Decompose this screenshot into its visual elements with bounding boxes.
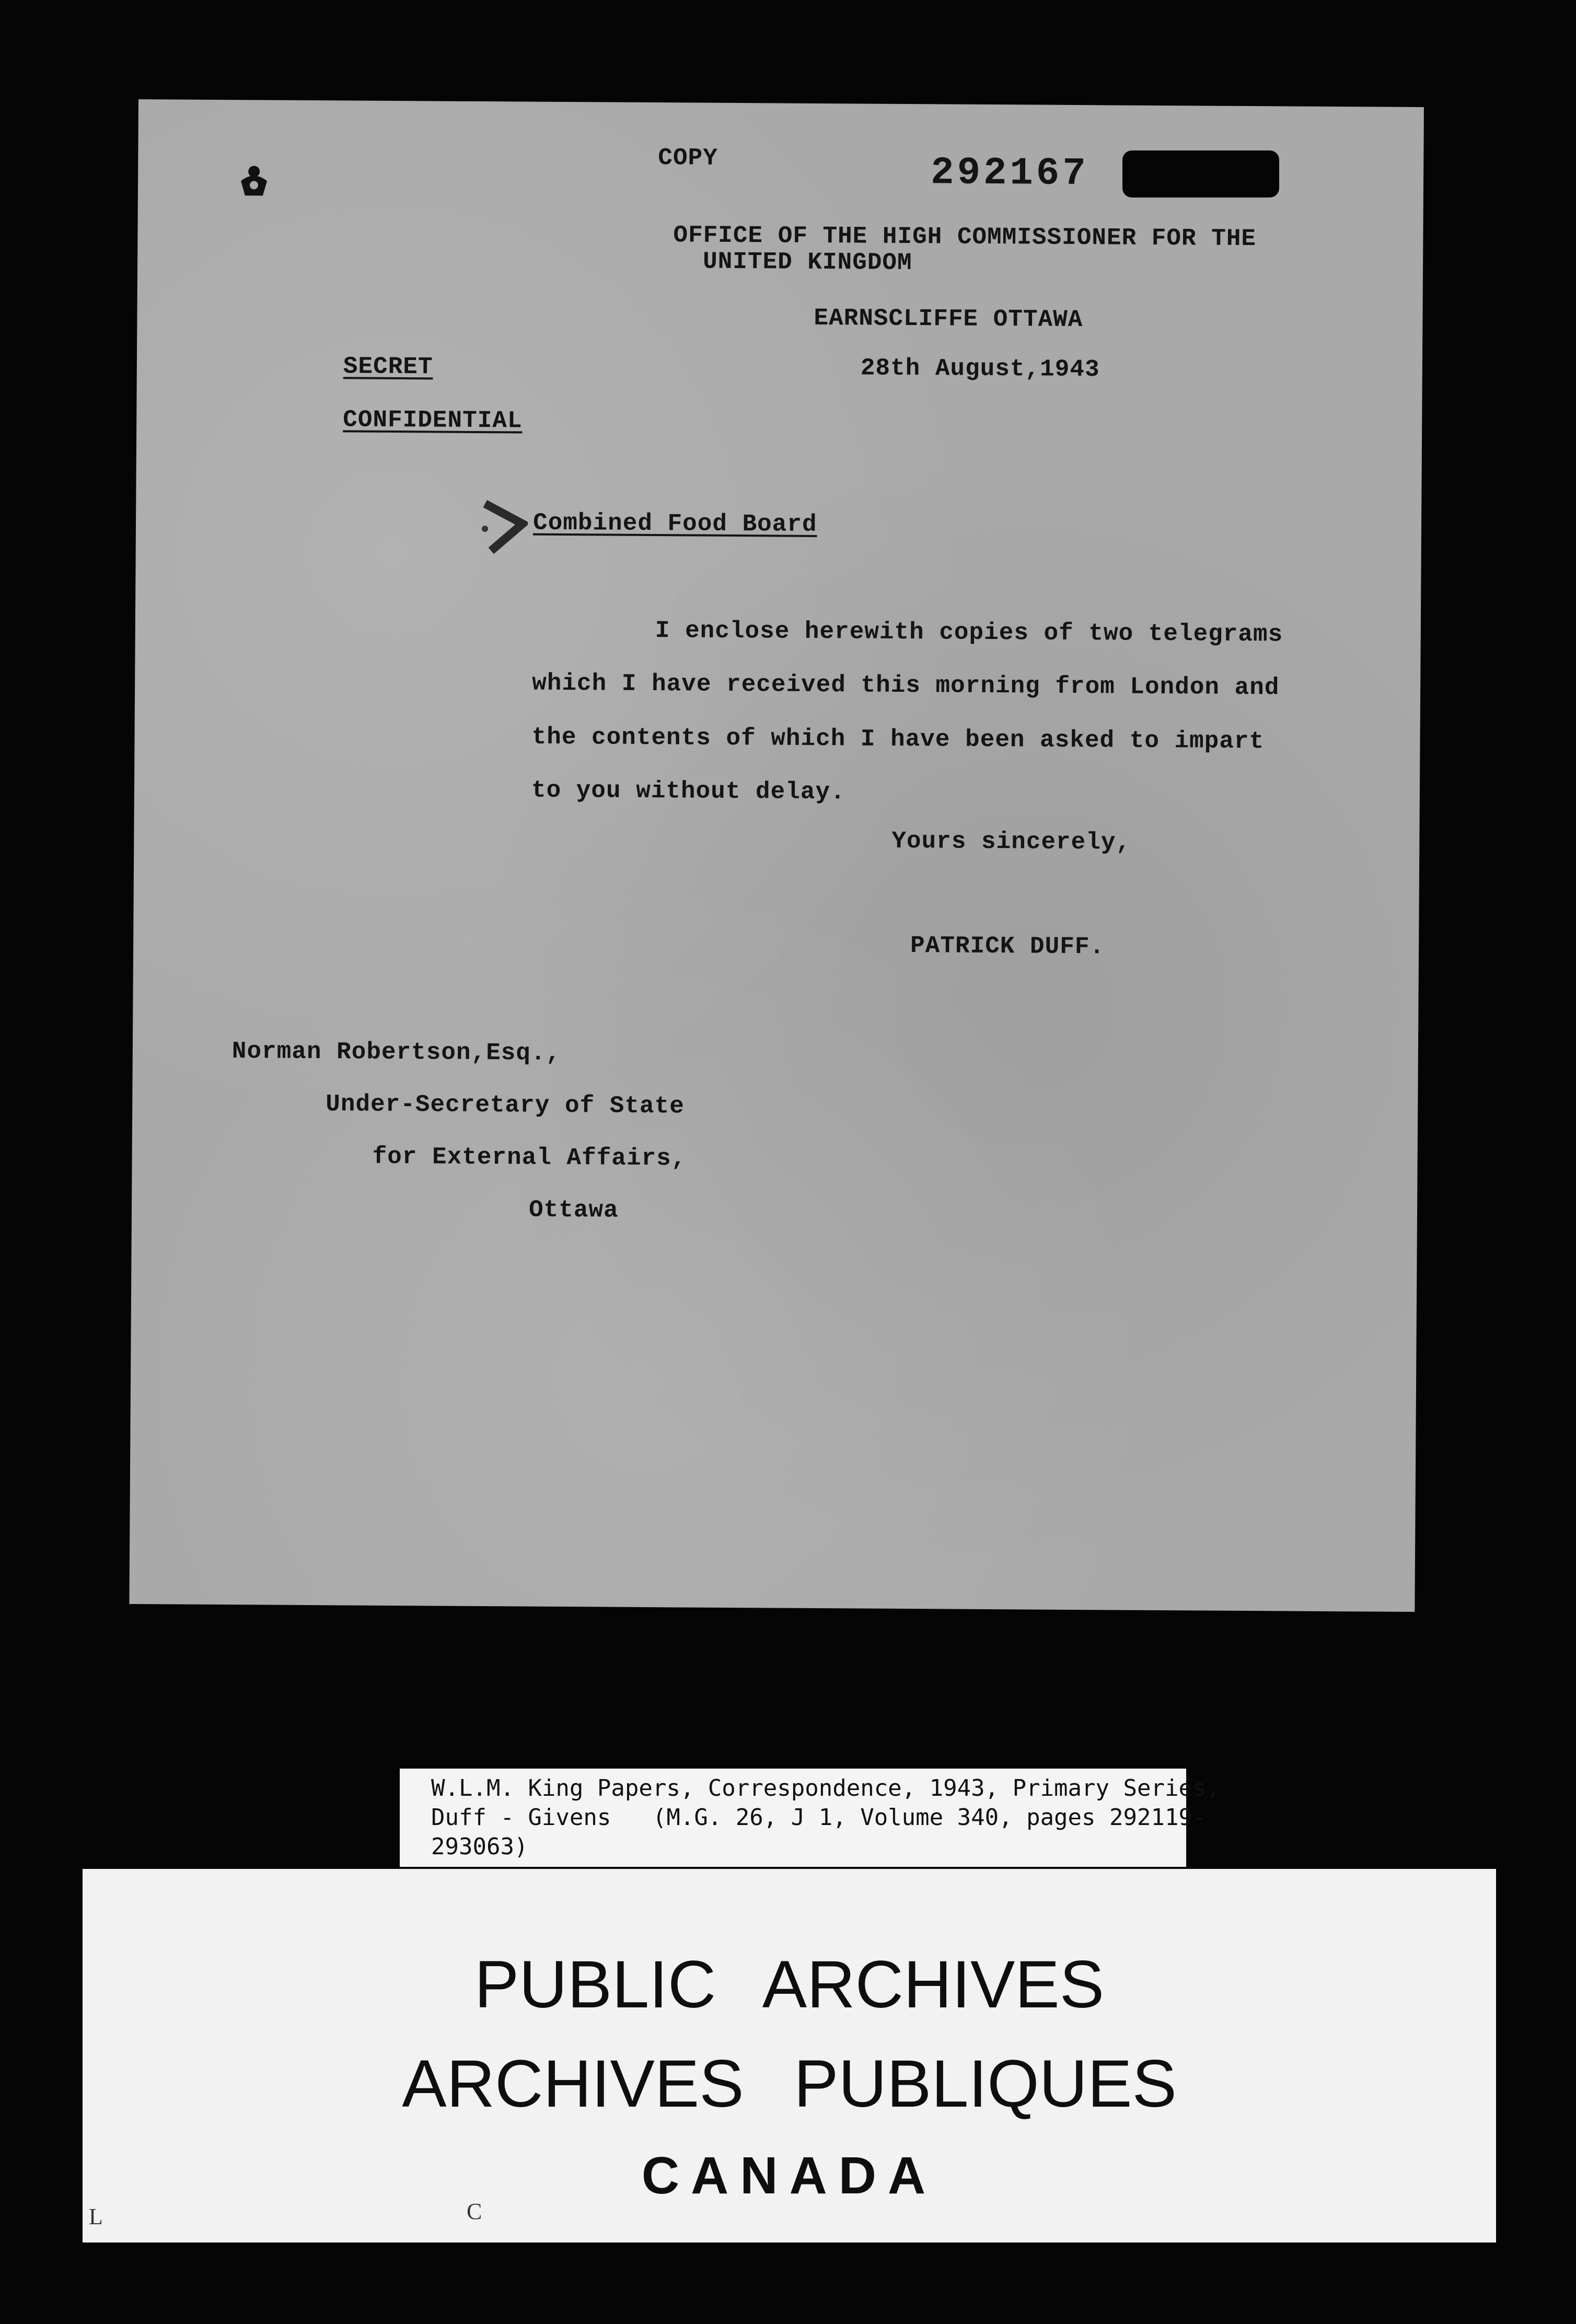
office-heading-line2: UNITED KINGDOM — [702, 248, 912, 277]
crest-icon — [236, 160, 272, 199]
signature-name: PATRICK DUFF. — [910, 932, 1105, 961]
closing-salutation: Yours sincerely, — [891, 827, 1131, 856]
subject-line: Combined Food Board — [532, 509, 817, 538]
classification-confidential: CONFIDENTIAL — [343, 406, 523, 435]
corner-mark-left: L — [89, 2204, 103, 2229]
body-line-1: I enclose herewith copies of two telegrams — [655, 617, 1283, 648]
body-line-3: the contents of which I have been asked to impart — [531, 723, 1265, 756]
classification-secret: SECRET — [343, 353, 433, 381]
body-line-4: to you without delay. — [531, 776, 845, 806]
margin-arrow-mark — [481, 498, 528, 556]
letter-date: 28th August,1943 — [860, 354, 1100, 384]
letter-location: EARNSCLIFFE OTTAWA — [814, 304, 1083, 334]
archive-title-french: ARCHIVES PUBLIQUES — [402, 2047, 1177, 2121]
document-number: 292167 — [930, 151, 1089, 196]
reference-slip — [400, 1769, 1220, 1867]
reference-line-2: Duff - Givens (M.G. 26, J 1, Volume 340, pages 292119- — [431, 1804, 1207, 1831]
archive-title-english: PUBLIC ARCHIVES — [474, 1947, 1105, 2022]
archive-country: CANADA — [641, 2146, 937, 2205]
reference-line-1: W.L.M. King Papers, Correspondence, 1943, Primary Series, — [431, 1775, 1220, 1802]
archive-card — [83, 1869, 1496, 2242]
corner-mark-mid: C — [467, 2199, 482, 2224]
copy-label: COPY — [658, 144, 718, 172]
redaction-block — [1122, 150, 1279, 197]
reference-line-3: 293063) — [431, 1833, 528, 1860]
addressee-title: Under-Secretary of State — [326, 1090, 685, 1120]
addressee-name: Norman Robertson,Esq., — [231, 1038, 561, 1067]
addressee-department: for External Affairs, — [372, 1143, 687, 1172]
letter-sheet — [129, 99, 1424, 1612]
body-line-2: which I have received this morning from London and — [532, 669, 1280, 702]
office-heading-line1: OFFICE OF THE HIGH COMMISSIONER FOR THE — [673, 222, 1257, 253]
addressee-city: Ottawa — [528, 1196, 619, 1224]
